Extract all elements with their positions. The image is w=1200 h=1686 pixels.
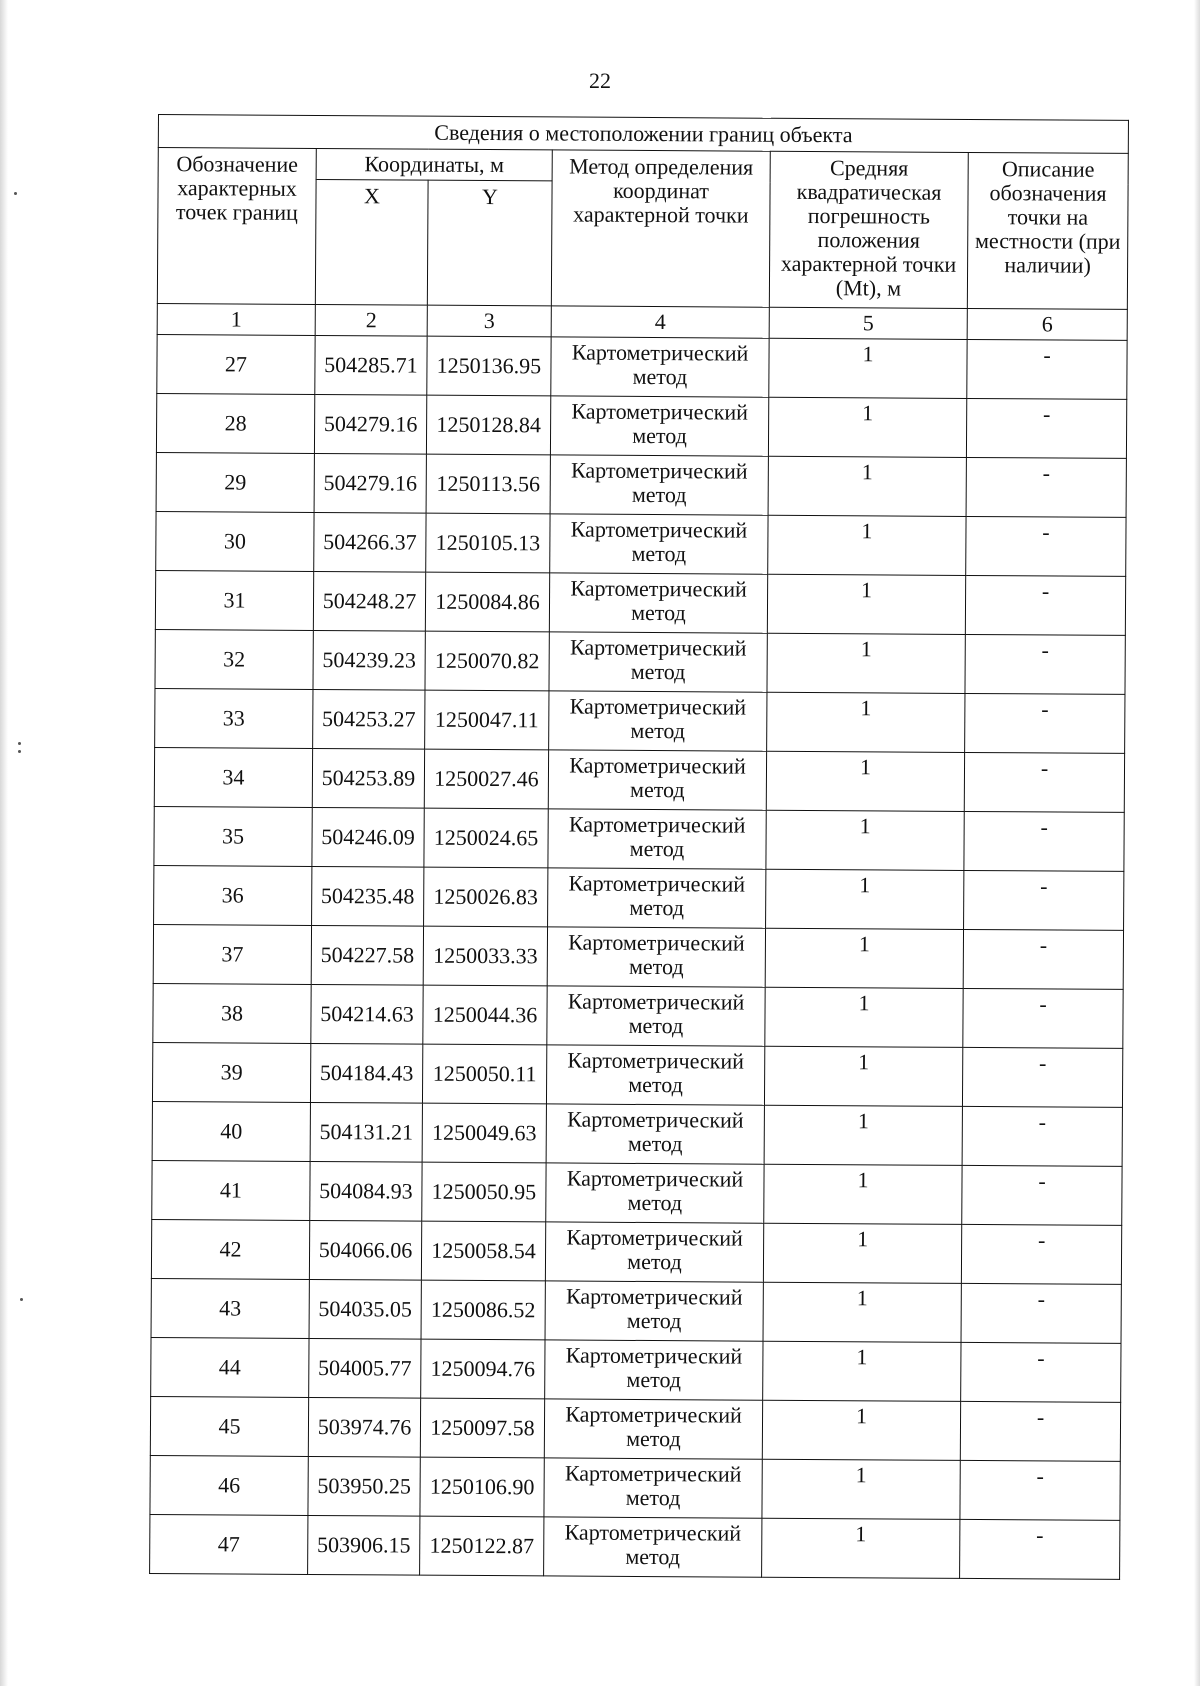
table-row: [156, 511, 1126, 576]
header-point: Обозначение характерных точек границ: [157, 148, 316, 305]
cell-point: 45: [150, 1396, 308, 1456]
cell-method: Картометрический метод: [546, 1163, 764, 1223]
cell-error: 1: [766, 869, 964, 929]
cell-error: 1: [765, 987, 963, 1047]
cell-method: Картометрический метод: [549, 632, 767, 692]
cell-y: 1250105.13: [426, 513, 550, 573]
table-row: [152, 1042, 1122, 1107]
margin-mark: [14, 192, 17, 195]
cell-y: 1250050.11: [422, 1044, 546, 1104]
cell-method: Картометрический метод: [550, 514, 768, 574]
cell-point: 31: [155, 570, 313, 630]
column-number: 4: [551, 306, 769, 338]
header-row: [158, 148, 1128, 185]
cell-error: 1: [763, 1223, 961, 1283]
cell-x: 504227.58: [311, 925, 423, 985]
header-description: Описание обозначения точки на местности (при наличии): [967, 152, 1128, 309]
cell-error: 1: [767, 692, 965, 752]
cell-x: 504131.21: [310, 1102, 422, 1162]
cell-error: 1: [768, 397, 966, 457]
cell-x: 504266.37: [314, 512, 426, 572]
cell-x: 504253.89: [312, 748, 424, 808]
header-y: Y: [427, 180, 552, 306]
cell-description: -: [965, 634, 1125, 694]
cell-x: 504279.16: [314, 394, 426, 454]
cell-y: 1250097.58: [420, 1398, 544, 1458]
cell-point: 34: [154, 747, 312, 807]
cell-method: Картометрический метод: [548, 750, 766, 810]
cell-y: 1250026.83: [424, 867, 548, 927]
cell-point: 37: [153, 924, 311, 984]
table-body: [150, 334, 1128, 1579]
header-x: X: [315, 179, 428, 305]
cell-error: 1: [762, 1518, 960, 1578]
cell-y: 1250086.52: [421, 1280, 545, 1340]
cell-description: -: [962, 1106, 1122, 1166]
cell-description: -: [967, 339, 1127, 399]
header-error: Средняя квадратическая погрешность положения характерной точки (Mt), м: [769, 151, 968, 308]
cell-error: 1: [769, 338, 967, 398]
cell-point: 42: [151, 1219, 309, 1279]
cell-x: 504066.06: [309, 1220, 421, 1280]
cell-error: 1: [763, 1341, 961, 1401]
table-row: [152, 1160, 1122, 1225]
table-row: [151, 1219, 1121, 1284]
cell-x: 504279.16: [314, 453, 426, 513]
cell-x: 503906.15: [308, 1515, 420, 1575]
margin-mark: [18, 750, 21, 753]
table-row: [150, 1514, 1120, 1579]
column-number: 1: [157, 303, 315, 335]
header-coordinates: Координаты, м: [316, 148, 552, 180]
cell-y: 1250094.76: [421, 1339, 545, 1399]
cell-point: 47: [150, 1514, 308, 1574]
cell-x: 503974.76: [308, 1397, 420, 1457]
cell-x: 504253.27: [313, 689, 425, 749]
cell-error: 1: [764, 1105, 962, 1165]
cell-error: 1: [766, 751, 964, 811]
cell-method: Картометрический метод: [548, 809, 766, 869]
table-row: [154, 806, 1124, 871]
cell-description: -: [961, 1283, 1121, 1343]
table-caption: Сведения о местоположении границ объекта: [158, 115, 1128, 154]
table-row: [151, 1278, 1121, 1343]
cell-x: 504248.27: [313, 571, 425, 631]
cell-method: Картометрический метод: [545, 1281, 763, 1341]
cell-method: Картометрический метод: [551, 337, 769, 397]
cell-point: 46: [150, 1455, 308, 1515]
cell-method: Картометрический метод: [549, 573, 767, 633]
cell-x: 504035.05: [309, 1279, 421, 1339]
cell-y: 1250070.82: [425, 631, 549, 691]
cell-x: 503950.25: [308, 1456, 420, 1516]
cell-point: 40: [152, 1101, 310, 1161]
margin-mark: [20, 1298, 23, 1301]
table-row: [155, 688, 1125, 753]
cell-description: -: [963, 929, 1123, 989]
cell-method: Картометрический метод: [545, 1222, 763, 1282]
cell-x: 504235.48: [312, 866, 424, 926]
page-number: 22: [589, 68, 611, 93]
cell-description: -: [960, 1460, 1120, 1520]
scan-edge-left: [0, 0, 8, 1686]
cell-x: 504084.93: [310, 1161, 422, 1221]
cell-description: -: [961, 1224, 1121, 1284]
cell-y: 1250136.95: [427, 336, 551, 396]
cell-description: -: [965, 575, 1125, 635]
cell-point: 41: [152, 1160, 310, 1220]
cell-point: 29: [156, 452, 314, 512]
cell-description: -: [964, 870, 1124, 930]
cell-point: 27: [157, 334, 315, 394]
cell-description: -: [960, 1519, 1120, 1579]
cell-error: 1: [764, 1046, 962, 1106]
column-number: 2: [315, 304, 427, 336]
cell-method: Картометрический метод: [550, 396, 768, 456]
cell-method: Картометрический метод: [549, 691, 767, 751]
cell-point: 28: [156, 393, 314, 453]
cell-point: 35: [154, 806, 312, 866]
boundary-table: [149, 114, 1129, 1580]
cell-point: 43: [151, 1278, 309, 1338]
table-row: [155, 629, 1125, 694]
cell-y: 1250049.63: [422, 1103, 546, 1163]
cell-description: -: [961, 1342, 1121, 1402]
table-row: [155, 570, 1125, 635]
cell-y: 1250058.54: [421, 1221, 545, 1281]
cell-description: -: [965, 693, 1125, 753]
cell-point: 38: [153, 983, 311, 1043]
cell-point: 36: [154, 865, 312, 925]
cell-error: 1: [765, 928, 963, 988]
cell-error: 1: [767, 574, 965, 634]
column-number: 5: [769, 307, 967, 339]
cell-x: 504005.77: [309, 1338, 421, 1398]
cell-point: 39: [152, 1042, 310, 1102]
table-row: [153, 983, 1123, 1048]
cell-description: -: [962, 1047, 1122, 1107]
cell-y: 1250033.33: [423, 926, 547, 986]
table-row: [156, 393, 1126, 458]
cell-error: 1: [764, 1164, 962, 1224]
cell-y: 1250113.56: [426, 454, 550, 514]
cell-y: 1250050.95: [422, 1162, 546, 1222]
cell-point: 44: [151, 1337, 309, 1397]
cell-method: Картометрический метод: [547, 927, 765, 987]
cell-y: 1250044.36: [423, 985, 547, 1045]
cell-method: Картометрический метод: [544, 1399, 762, 1459]
cell-y: 1250027.46: [424, 749, 548, 809]
table-row: [154, 747, 1124, 812]
cell-x: 504246.09: [312, 807, 424, 867]
cell-y: 1250106.90: [420, 1457, 544, 1517]
cell-method: Картометрический метод: [546, 1045, 764, 1105]
cell-error: 1: [768, 515, 966, 575]
cell-point: 33: [155, 688, 313, 748]
cell-y: 1250047.11: [425, 690, 549, 750]
header-method: Метод определения координат характерной точки: [551, 150, 770, 307]
table-row: [154, 865, 1124, 930]
table-row: [157, 334, 1127, 399]
cell-description: -: [966, 398, 1126, 458]
cell-method: Картометрический метод: [546, 1104, 764, 1164]
cell-point: 32: [155, 629, 313, 689]
cell-method: Картометрический метод: [550, 455, 768, 515]
cell-error: 1: [763, 1282, 961, 1342]
cell-point: 30: [156, 511, 314, 571]
table-row: [156, 452, 1126, 517]
cell-error: 1: [767, 633, 965, 693]
table-row: [150, 1455, 1120, 1520]
cell-error: 1: [762, 1400, 960, 1460]
cell-description: -: [966, 516, 1126, 576]
cell-y: 1250128.84: [426, 395, 550, 455]
table-row: [150, 1396, 1120, 1461]
column-number: 3: [427, 305, 551, 337]
margin-mark: [18, 742, 21, 745]
cell-x: 504239.23: [313, 630, 425, 690]
cell-error: 1: [762, 1459, 960, 1519]
cell-x: 504184.43: [310, 1043, 422, 1103]
cell-y: 1250122.87: [420, 1516, 544, 1576]
cell-error: 1: [766, 810, 964, 870]
cell-description: -: [966, 457, 1126, 517]
cell-description: -: [964, 811, 1124, 871]
cell-method: Картометрический метод: [545, 1340, 763, 1400]
cell-description: -: [960, 1401, 1120, 1461]
table-row: [153, 924, 1123, 989]
cell-method: Картометрический метод: [544, 1517, 762, 1577]
cell-description: -: [963, 988, 1123, 1048]
cell-error: 1: [768, 456, 966, 516]
scan-edge-right: [1194, 0, 1200, 1686]
cell-method: Картометрический метод: [548, 868, 766, 928]
cell-description: -: [962, 1165, 1122, 1225]
cell-x: 504285.71: [315, 335, 427, 395]
table-row: [152, 1101, 1122, 1166]
cell-method: Картометрический метод: [544, 1458, 762, 1518]
column-number: 6: [967, 308, 1127, 340]
cell-method: Картометрический метод: [547, 986, 765, 1046]
cell-x: 504214.63: [311, 984, 423, 1044]
table-row: [151, 1337, 1121, 1402]
cell-y: 1250024.65: [424, 808, 548, 868]
cell-description: -: [964, 752, 1124, 812]
cell-y: 1250084.86: [425, 572, 549, 632]
